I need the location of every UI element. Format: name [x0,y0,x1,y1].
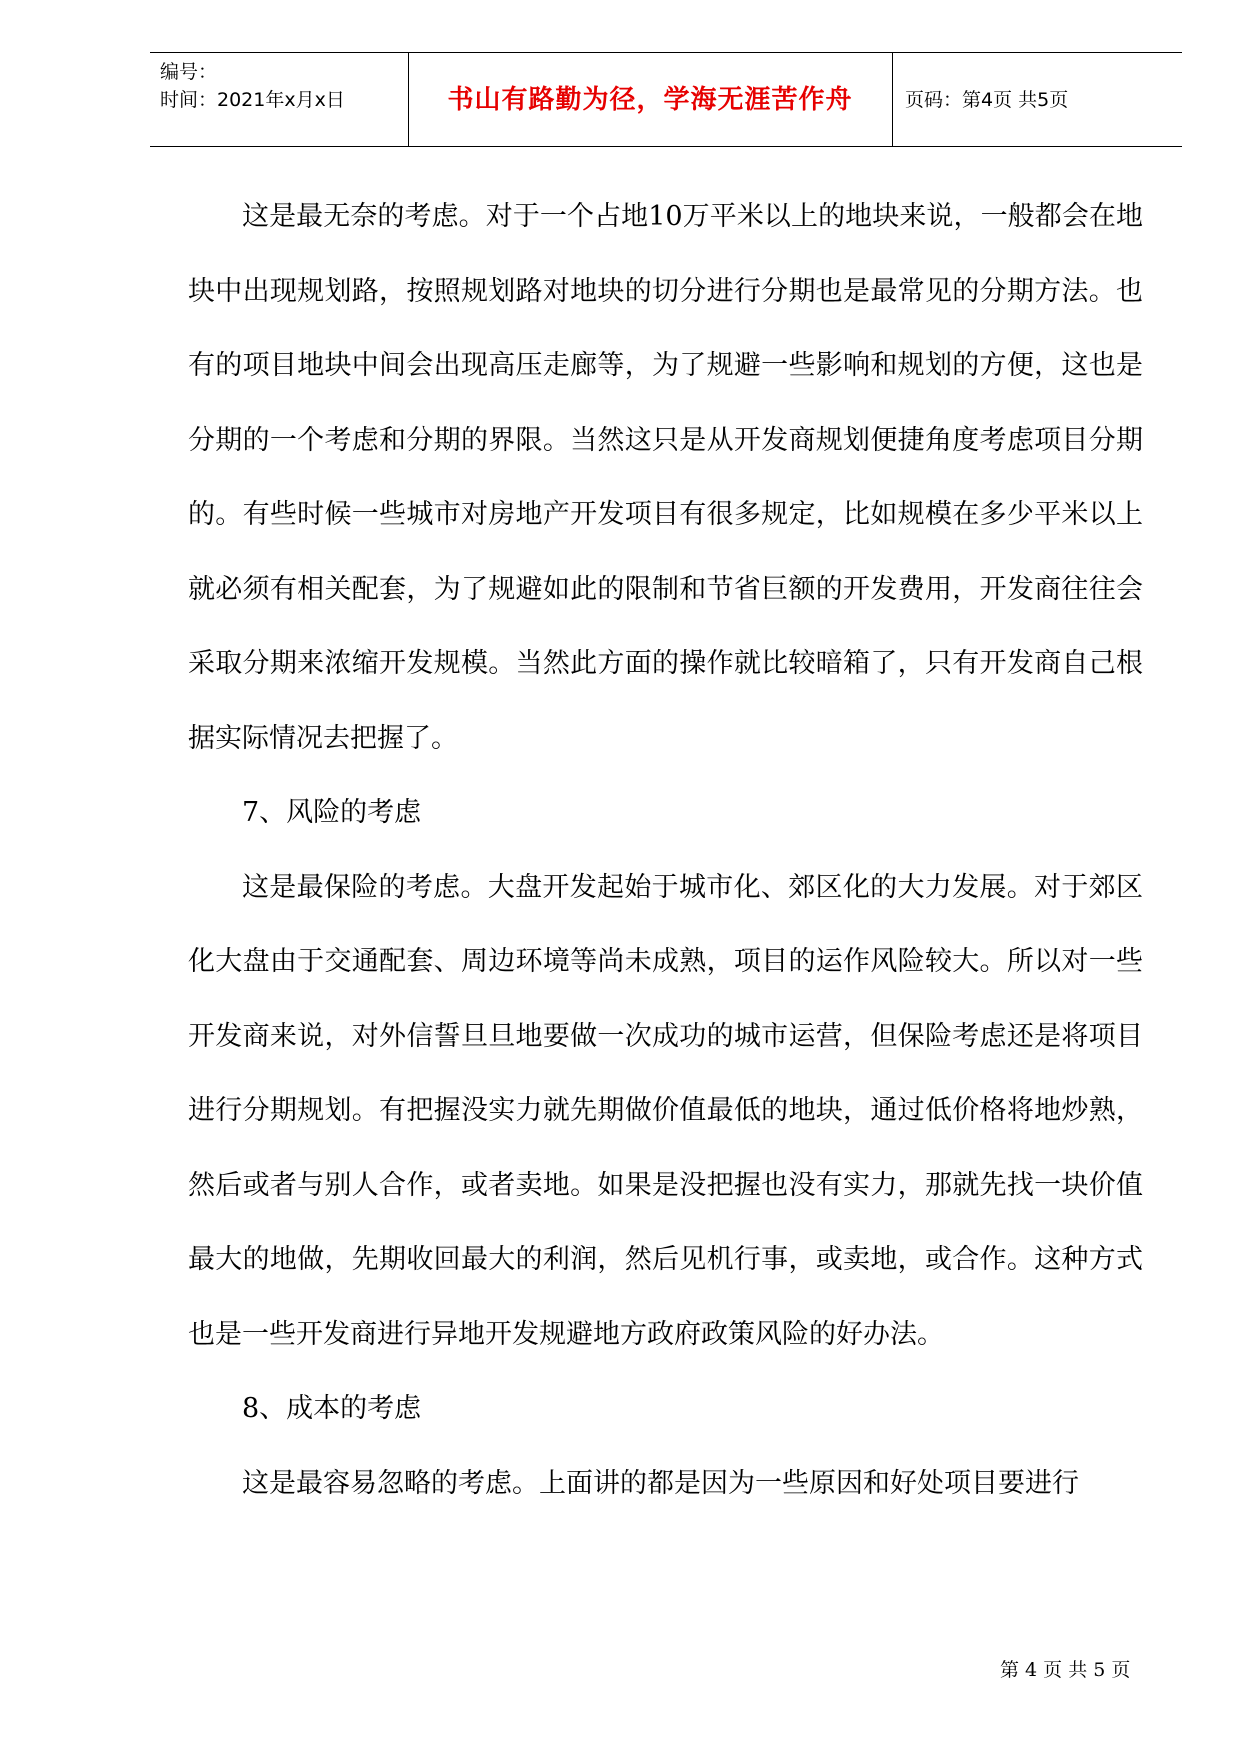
header-page-cell [893,53,1182,146]
body-paragraph: 这是最无奈的考虑。对于一个占地10万平米以上的地块来说，一般都会在地块中出现规划路，按照规划路对地块的切分进行分期也是最常见的分期方法。也有的项目地块中间会出现高压走廊等，为了规避一些影响和规划的方便，这也是分期的一个考虑和分期的界限。当然这只是从开发商规划便捷角度考虑项目分期的。有些时候一些城市对房地产开发项目有很多规定，比如规模在多少平米以上就必须有相关配套，为了规避如此的限制和节省巨额的开发费用，开发商往往会采取分期来浓缩开发规模。当然此方面的操作就比较暗箱了，只有开发商自己根据实际情况去把握了。 [188,201,1143,754]
document-date: 时间：2021年x月x日 [160,89,345,111]
section-heading-cost: 8、成本的考虑 [242,1393,422,1424]
body-paragraph: 这是最保险的考虑。大盘开发起始于城市化、郊区化的大力发展。对于郊区化大盘由于交通配套、周边环境等尚未成熟，项目的运作风险较大。所以对一些开发商来说，对外信誓旦旦地要做一次成功的城市运营，但保险考虑还是将项目进行分期规划。有把握没实力就先期做价值最低的地块，通过低价格将地炒熟，然后或者与别人合作，或者卖地。如果是没把握也没有实力，那就先找一块价值最大的地做，先期收回最大的利润，然后见机行事，或卖地，或合作。这种方式也是一些开发商进行异地开发规避地方政府政策风险的好办法。 [188,871,1143,1350]
page-header [150,52,1182,147]
document-body [188,180,1143,1521]
body-paragraph: 这是最容易忽略的考虑。上面讲的都是因为一些原因和好处项目要进行 [242,1467,1079,1499]
header-meta-cell [150,53,409,146]
header-motto: 书山有路勤为径，学海无涯苦作舟 [447,85,853,115]
page-footer: 第 4 页 共 5 页 [1000,1659,1131,1681]
header-motto-cell [408,53,893,146]
section-heading-risk: 7、风险的考虑 [242,797,422,828]
document-number-label: 编号： [160,61,218,83]
header-page-number: 页码：第4页 共5页 [905,89,1069,111]
